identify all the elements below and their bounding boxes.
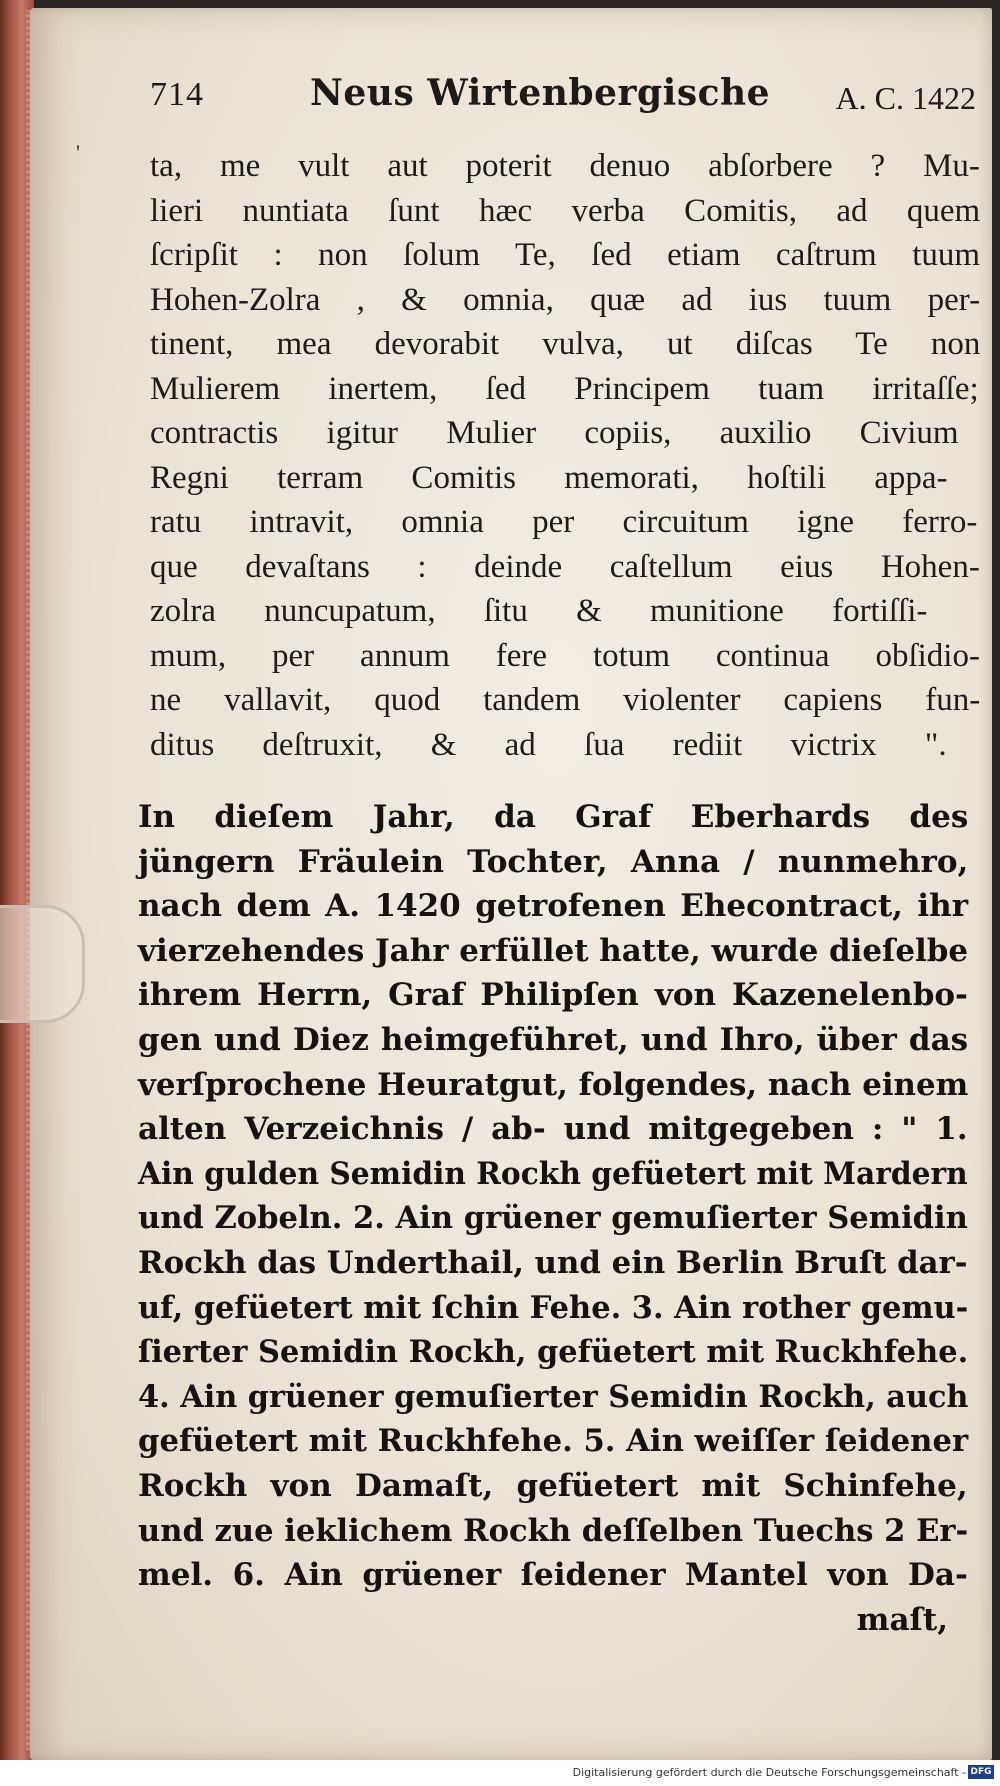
text-line: jüngern Fräulein Tochter, Anna / nunmehro, <box>138 843 969 880</box>
text-line: mum, per annum fere totum continua obſidio- <box>150 637 980 674</box>
text-line: ſcripſit : non ſolum Te, ſed etiam caſtrum tuum <box>150 237 981 273</box>
text-line: ne vallavit, quod tandem violenter capiens fun- <box>150 682 981 718</box>
dfg-logo: DFG <box>968 1765 994 1779</box>
catchword: maſt, <box>856 1601 948 1638</box>
text-line: Rockh von Damaſt, gefüetert mit Schinfehe, <box>138 1467 968 1504</box>
year-heading: A. C. 1422 <box>835 80 976 116</box>
text-line: lieri nuntiata ſunt hæc verba Comitis, ad quem <box>150 192 981 229</box>
text-line: und Zobeln. 2. Ain grüener gemuſierter Semidin <box>138 1200 968 1237</box>
text-line: que devaſtans : deinde caſtellum eius Hohen- <box>150 548 980 585</box>
text-line: Ain gulden Semidin Rockh gefüetert mit Mardern <box>138 1155 968 1192</box>
digitization-credit: Digitalisierung gefördert durch die Deutsche Forschungsgemeinschaft - <box>572 1766 966 1779</box>
text-line: gen und Diez heimgeführet, und Ihro, über das <box>138 1021 969 1058</box>
text-line: In dieſem Jahr, da Graf Eberhards des <box>138 799 969 835</box>
text-line: tinent, mea devorabit vulva, ut diſcas Te non <box>150 326 981 362</box>
latin-paragraph <box>150 144 980 767</box>
page-clip-marker <box>0 905 85 1023</box>
text-line: ta, me vult aut poterit denuo abſorbere ? Mu- <box>150 148 980 184</box>
german-paragraph <box>138 795 968 1642</box>
margin-mark: ' <box>76 140 80 165</box>
text-line: uf, gefüetert mit ſchin Fehe. 3. Ain rother gemu- <box>138 1289 969 1326</box>
text-line: vierzehendes Jahr erfüllet hatte, wurde dieſelbe <box>138 932 969 969</box>
text-line: Hohen-Zolra , & omnia, quæ ad ius tuum per- <box>150 281 981 318</box>
text-line: alten Verzeichnis / ab- und mitgegeben : " 1. <box>138 1111 968 1148</box>
text-line: mel. 6. Ain grüener ſeidener Mantel von Da- <box>138 1557 968 1594</box>
text-line: und zue ieklichem Rockh deſſelben Tuechs 2 Er- <box>138 1512 969 1549</box>
text-line: gefüetert mit Ruckhfehe. 5. Ain weiſſer ſeidener <box>138 1423 969 1460</box>
page-number: 714 <box>150 76 204 113</box>
text-line: ſierter Semidin Rockh, gefüetert mit Ruckhfehe. <box>138 1334 969 1371</box>
page-header <box>150 70 980 120</box>
text-line: Mulierem inertem, ſed Principem tuam irritaſſe; <box>150 370 979 407</box>
running-title: Neus Wirtenbergische <box>310 72 771 114</box>
text-line: ihrem Herrn, Graf Philipſen von Kazenelenbo- <box>138 977 968 1014</box>
text-line: 4. Ain grüener gemuſierter Semidin Rockh, auch <box>138 1378 969 1415</box>
text-line: Regni terram Comitis memorati, hoſtili appa- <box>150 459 948 496</box>
text-line: Rockh das Underthail, und ein Berlin Bruſt dar- <box>138 1244 968 1281</box>
text-line: ratu intravit, omnia per circuitum igne ferro- <box>150 504 978 540</box>
text-line: contractis igitur Mulier copiis, auxilio Civium <box>150 415 959 451</box>
text-line: zolra nuncupatum, ſitu & munitione fortiſſi- <box>150 593 928 629</box>
text-line: verſprochene Heuratgut, folgendes, nach einem <box>138 1066 969 1103</box>
text-line: ditus deſtruxit, & ad ſua rediit victrix ". <box>150 726 947 763</box>
text-line: nach dem A. 1420 getrofenen Ehecontract, ihr <box>138 888 969 925</box>
